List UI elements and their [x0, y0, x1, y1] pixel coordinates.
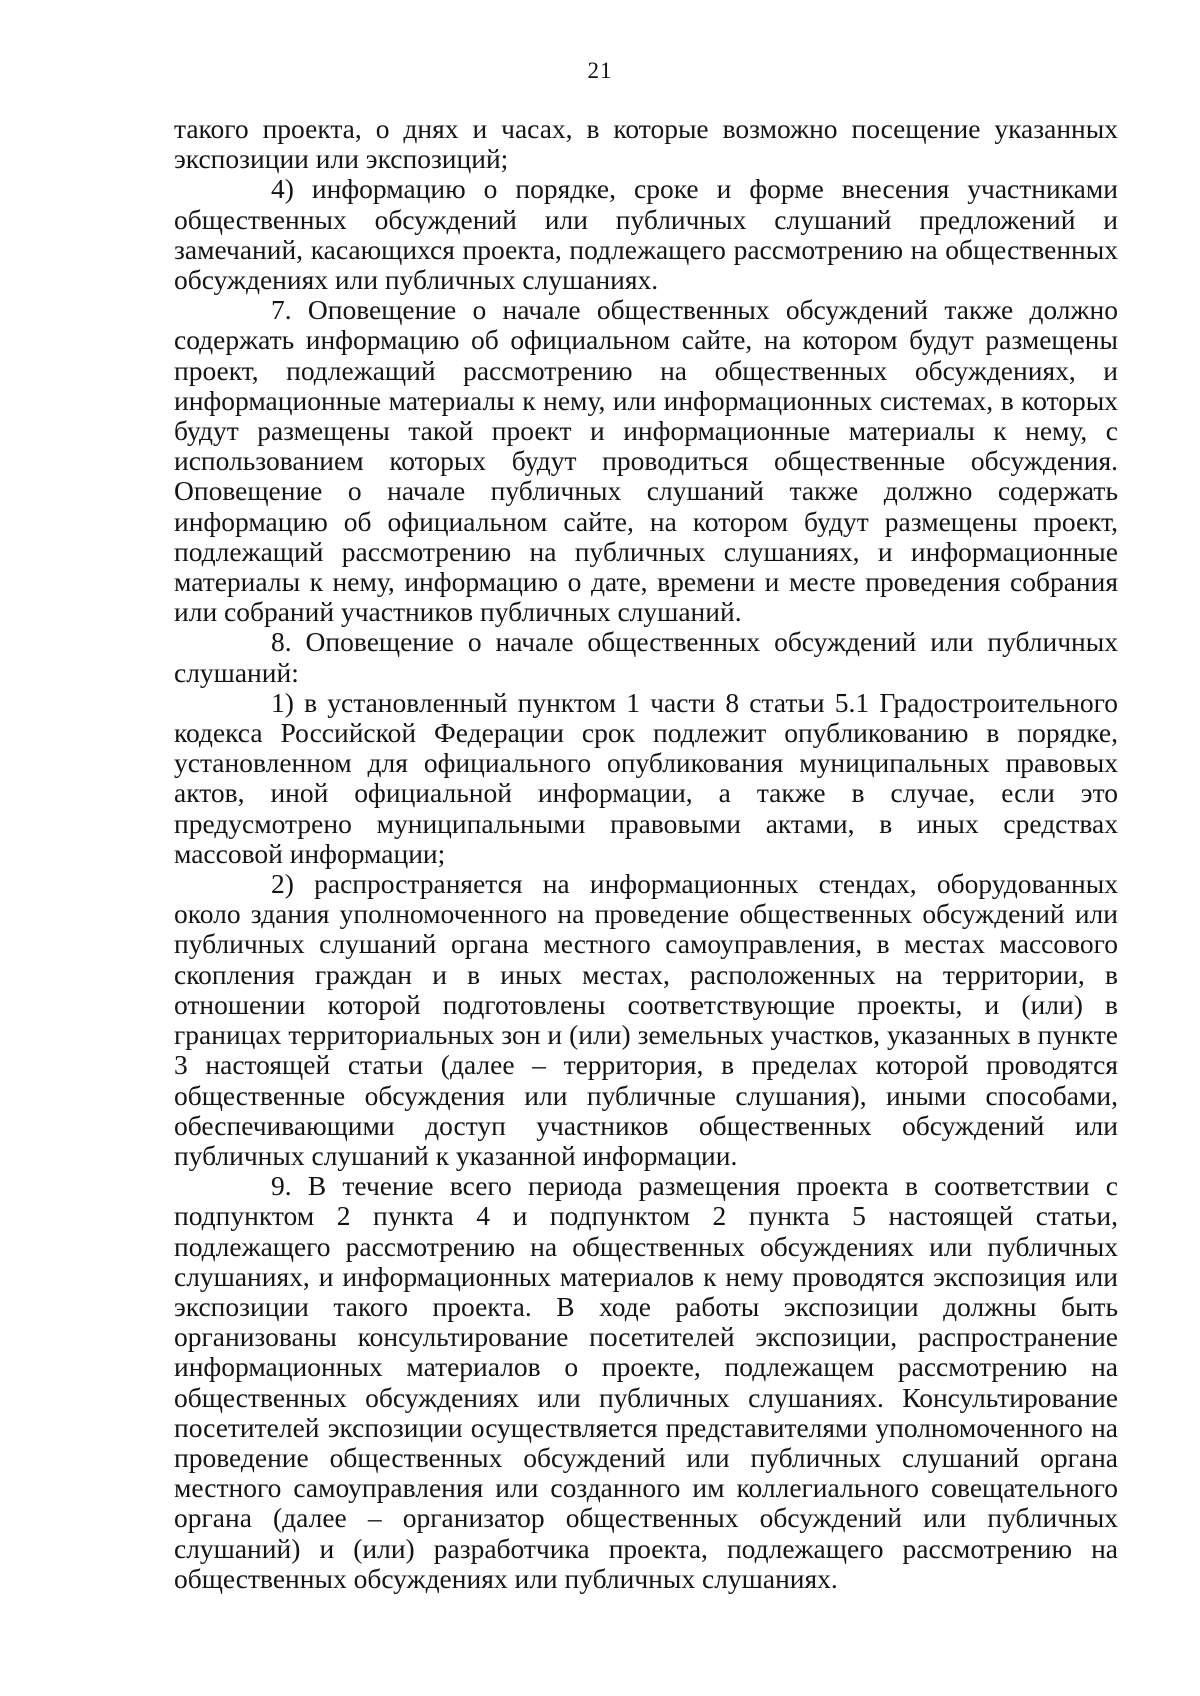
paragraph-section-8: 8. Оповещение о начале общественных обсуждений или публичных слушаний:	[174, 626, 1118, 688]
document-body	[174, 114, 1118, 1594]
paragraph-continuation: такого проекта, о днях и часах, в которые возможно посещение указанных экспозиции или экспозиций;	[174, 113, 1118, 175]
paragraph-section-9: 9. В течение всего периода размещения проекта в соответствии с подпунктом 2 пункта 4 и подпунктом 2 пункта 5 настоящей статьи, подлежащего рассмотрению на общественных обсуждениях или публичных слушаниях, и информационных материалов к нему проводятся экспозиция или экспозиции такого проекта. В ходе работы экспозиции должны быть организованы консультирование посетителей экспозиции, распространение информационных материалов о проекте, подлежащем рассмотрению на общественных обсуждениях или публичных слушаниях. Консультирование посетителей экспозиции осуществляется представителями уполномоченного на проведение общественных обсуждений или публичных слушаний органа местного самоуправления или созданного им коллегиального совещательного органа (далее – организатор общественных обсуждений или публичных слушаний) и (или) разработчика проекта, подлежащего рассмотрению на общественных обсуждениях или публичных слушаниях.	[174, 1170, 1118, 1594]
paragraph-section-8-item-1: 1) в установленный пунктом 1 части 8 статьи 5.1 Градостроительного кодекса Российской Федерации срок подлежит опубликованию в порядке, установленном для официального опубликования муниципальных правовых актов, иной официальной информации, а также в случае, если это предусмотрено муниципальными правовыми актами, в иных средствах массовой информации;	[174, 686, 1118, 869]
paragraph-section-7: 7. Оповещение о начале общественных обсуждений также должно содержать информацию об официальном сайте, на котором будут размещены проект, подлежащий рассмотрению на общественных обсуждениях, и информационные материалы к нему, или информационных системах, в которых будут размещены такой проект и информационные материалы к нему, с использованием которых будут проводиться общественные обсуждения. Оповещение о начале публичных слушаний также должно содержать информацию об официальном сайте, на котором будут размещены проект, подлежащий рассмотрению на публичных слушаниях, и информационные материалы к нему, информацию о дате, времени и месте проведения собрания или собраний участников публичных слушаний.	[174, 294, 1118, 628]
paragraph-item-4: 4) информацию о порядке, сроке и форме внесения участниками общественных обсуждений или публичных слушаний предложений и замечаний, касающихся проекта, подлежащего рассмотрению на общественных обсуждениях или публичных слушаниях.	[174, 173, 1118, 296]
page-number: 21	[587, 58, 613, 83]
paragraph-section-8-item-2: 2) распространяется на информационных стендах, оборудованных около здания уполномоченного на проведение общественных обсуждений или публичных слушаний органа местного самоуправления, в местах массового скопления граждан и в иных местах, расположенных на территории, в отношении которой подготовлены соответствующие проекты, и (или) в границах территориальных зон и (или) земельных участков, указанных в пункте 3 настоящей статьи (далее – территория, в пределах которой проводятся общественные обсуждения или публичные слушания), иными способами, обеспечивающими доступ участников общественных обсуждений или публичных слушаний к указанной информации.	[174, 868, 1118, 1171]
